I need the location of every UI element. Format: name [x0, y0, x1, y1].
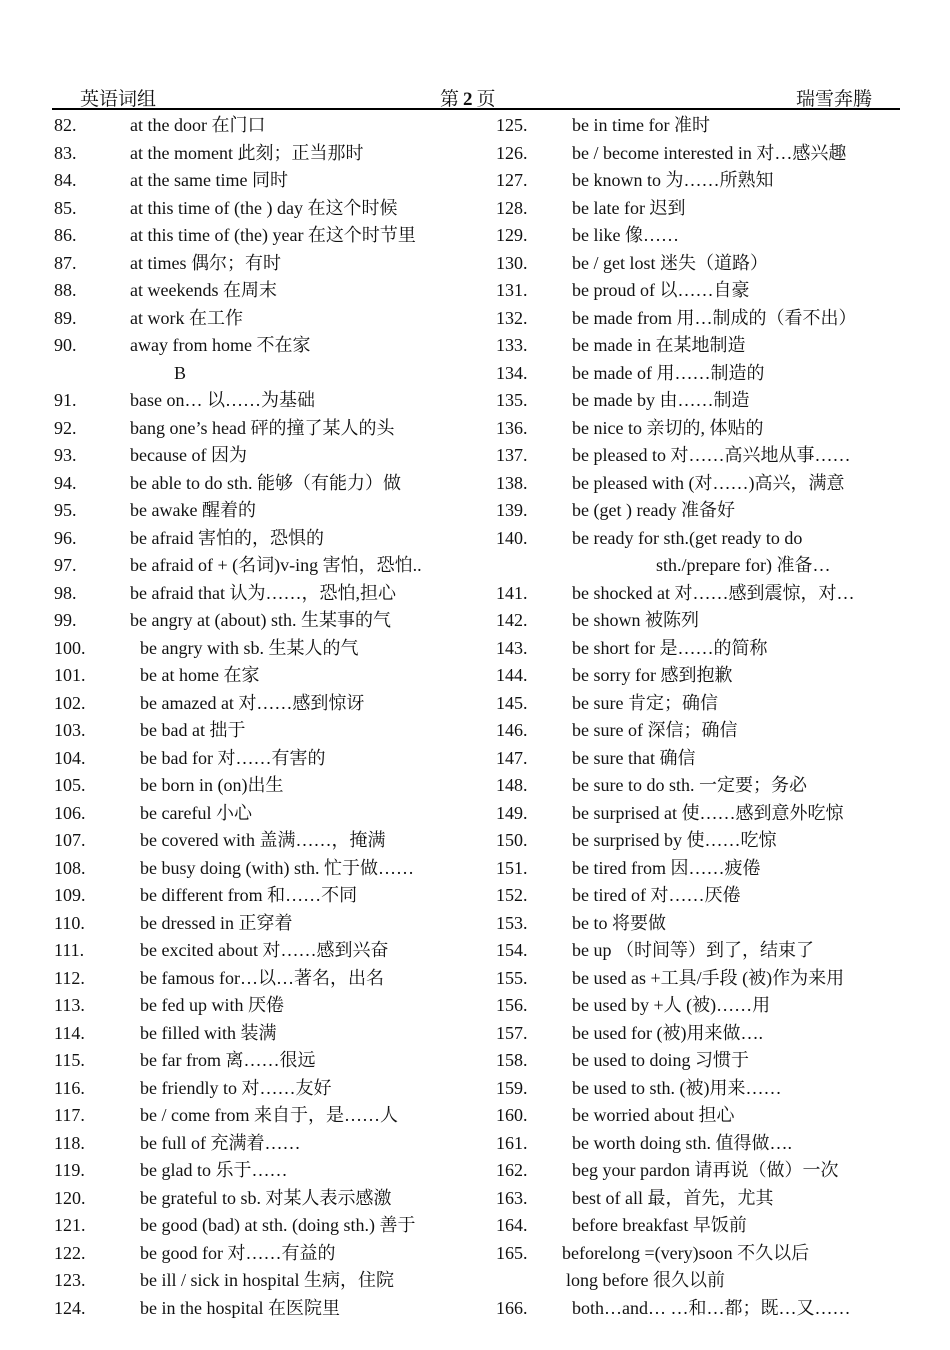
vocab-entry: [496, 1185, 916, 1213]
entry-text: base on… 以……为基础: [130, 390, 315, 410]
entry-number: 138.: [496, 472, 528, 493]
entry-number: 134.: [496, 362, 528, 383]
entry-number: 165.: [496, 1242, 528, 1263]
vocab-entry: [496, 745, 916, 773]
vocab-entry: [496, 690, 916, 718]
vocab-entry: [496, 1157, 916, 1185]
entry-text: be proud of 以……自豪: [572, 280, 750, 300]
entry-text: at the door 在门口: [130, 115, 266, 135]
entry-text: be late for 迟到: [572, 197, 686, 218]
entry-text: be used for (被)用来做….: [572, 1022, 763, 1043]
entry-text: both…and… …和…都；既…又……: [572, 1297, 851, 1318]
vocab-entry: [496, 882, 916, 910]
entry-number: 129.: [496, 225, 528, 245]
vocab-entry: [54, 277, 474, 305]
header-title: 英语词组: [80, 89, 157, 110]
vocab-entry: [54, 717, 474, 745]
entry-number: 111.: [54, 940, 85, 960]
page-number-label: [440, 84, 496, 111]
entry-text: be fed up with 厌倦: [140, 995, 284, 1015]
vocab-entry: [496, 772, 916, 800]
vocab-entry: [496, 937, 916, 965]
vocab-entry: [496, 965, 916, 993]
vocab-entry: [54, 332, 474, 360]
entry-number: 161.: [496, 1132, 528, 1153]
entry-text: be worried about 担心: [572, 1105, 735, 1125]
entry-number: 121.: [54, 1215, 86, 1235]
vocab-entry: [496, 140, 916, 168]
entry-number: 87.: [54, 252, 77, 273]
vocab-entry: [496, 1075, 916, 1103]
entry-text: best of all 最，首先，尤其: [572, 1187, 774, 1208]
vocab-entry: [54, 690, 474, 718]
vocab-entry: [496, 607, 916, 635]
entry-text: be famous for…以…著名，出名: [140, 967, 384, 988]
entry-number: 164.: [496, 1215, 528, 1235]
entry-number: 154.: [496, 940, 528, 960]
entry-number: 143.: [496, 637, 528, 658]
vocab-entry: [496, 250, 916, 278]
entry-number: 105.: [54, 775, 86, 795]
entry-text: be made of 用……制造的: [572, 362, 765, 383]
vocab-entry: [496, 1020, 916, 1048]
vocab-entry: [54, 662, 474, 690]
entry-text: be sure that 确信: [572, 747, 696, 768]
entry-number: 159.: [496, 1077, 528, 1098]
vocab-entry: [496, 332, 916, 360]
page-header: [52, 80, 900, 110]
entry-number: 89.: [54, 307, 77, 328]
vocab-entry: [54, 1267, 474, 1295]
entry-text: be friendly to 对……友好: [140, 1077, 332, 1098]
entry-text: be at home 在家: [140, 665, 260, 685]
entry-text: bang one’s head 砰的撞了某人的头: [130, 417, 395, 438]
vocab-entry: [496, 717, 916, 745]
entry-number: 99.: [54, 610, 77, 630]
entry-text: be (get ) ready 准备好: [572, 500, 735, 520]
entry-number: 149.: [496, 802, 528, 823]
entry-number: 118.: [54, 1132, 85, 1153]
entry-text: be glad to 乐于……: [140, 1160, 288, 1180]
entry-number: 120.: [54, 1187, 86, 1208]
entry-text: be in time for 准时: [572, 115, 710, 135]
entry-text: be tired from 因……疲倦: [572, 857, 761, 878]
entry-number: 126.: [496, 142, 528, 163]
entry-text: be grateful to sb. 对某人表示感激: [140, 1187, 392, 1208]
entry-text: beg your pardon 请再说（做）一次: [572, 1160, 839, 1180]
vocab-entry: [54, 1240, 474, 1268]
entry-text: be sure 肯定；确信: [572, 692, 718, 713]
entry-text: be to 将要做: [572, 912, 666, 933]
vocab-entry: [496, 525, 916, 553]
entry-text: be used as +工具/手段 (被)作为来用: [572, 967, 845, 988]
entry-text: be pleased to 对……高兴地从事……: [572, 445, 851, 465]
vocab-entry: [496, 277, 916, 305]
vocab-entry: [496, 1130, 916, 1158]
vocab-entry: [54, 1102, 474, 1130]
entry-number: 160.: [496, 1105, 528, 1125]
vocab-entry: [496, 635, 916, 663]
entry-text: be covered with 盖满……，掩满: [140, 830, 386, 850]
entry-number: 101.: [54, 665, 86, 685]
entry-text: be born in (on)出生: [140, 775, 284, 795]
entry-number: 162.: [496, 1160, 528, 1180]
vocab-entry: [496, 305, 916, 333]
vocab-entry: [54, 140, 474, 168]
vocab-entry: [54, 580, 474, 608]
entry-text: be angry at (about) sth. 生某事的气: [130, 610, 391, 630]
vocab-entry: [54, 882, 474, 910]
entry-text: be used to sth. (被)用来……: [572, 1077, 782, 1098]
vocab-entry: [54, 195, 474, 223]
entry-text: be nice to 亲切的, 体贴的: [572, 417, 764, 438]
vocab-entry: [496, 1295, 916, 1323]
vocab-entry: [54, 827, 474, 855]
entry-number: 109.: [54, 885, 86, 905]
entry-number: 157.: [496, 1022, 528, 1043]
entry-text: be excited about 对……感到兴奋: [140, 940, 389, 960]
entry-number: 144.: [496, 665, 528, 685]
entry-text: be made from 用…制成的（看不出）: [572, 307, 857, 328]
entry-number: 113.: [54, 995, 85, 1015]
vocab-entry: [496, 552, 916, 580]
entry-number: 130.: [496, 252, 528, 273]
entry-number: 97.: [54, 555, 77, 575]
entry-text: at work 在工作: [130, 307, 243, 328]
vocab-entry: [496, 855, 916, 883]
vocab-entry: [54, 415, 474, 443]
vocab-entry: [496, 195, 916, 223]
vocab-entry: [54, 992, 474, 1020]
entry-text: be worth doing sth. 值得做….: [572, 1132, 792, 1153]
entry-text: be full of 充满着……: [140, 1132, 301, 1153]
entry-text: be good (bad) at sth. (doing sth.) 善于: [140, 1215, 416, 1235]
vocab-entry: [54, 552, 474, 580]
entry-number: 135.: [496, 390, 528, 410]
vocab-entry: [54, 937, 474, 965]
entry-number: 128.: [496, 197, 528, 218]
entry-number: 163.: [496, 1187, 528, 1208]
entry-text: be / come from 来自于，是……人: [140, 1105, 398, 1125]
vocab-entry: [54, 497, 474, 525]
entry-text: be pleased with (对……)高兴，满意: [572, 472, 845, 493]
entry-text: long before 很久以前: [566, 1270, 725, 1290]
vocab-entry: [54, 470, 474, 498]
entry-text: be able to do sth. 能够（有能力）做: [130, 472, 401, 493]
entry-number: 136.: [496, 417, 528, 438]
vocab-entry: [54, 1212, 474, 1240]
entry-text: be sorry for 感到抱歉: [572, 665, 733, 685]
page-number: 2: [463, 89, 473, 110]
vocab-entry: [496, 1240, 916, 1268]
vocab-entry: [54, 607, 474, 635]
entry-text: be filled with 装满: [140, 1022, 277, 1043]
entry-number: 93.: [54, 445, 77, 465]
entry-text: be careful 小心: [140, 802, 252, 823]
entry-number: 104.: [54, 747, 86, 768]
entry-text: be / get lost 迷失（道路）: [572, 252, 768, 273]
entry-number: 96.: [54, 527, 77, 548]
entry-text: be afraid that 认为……，恐怕,担心: [130, 582, 396, 603]
entry-text: be sure of 深信；确信: [572, 720, 738, 740]
vocab-entry: [54, 112, 474, 140]
entry-text: be made by 由……制造: [572, 390, 750, 410]
vocab-entry: [496, 910, 916, 938]
vocab-entry: [496, 112, 916, 140]
vocab-entry: [54, 1047, 474, 1075]
entry-number: 98.: [54, 582, 77, 603]
entry-text: be / become interested in 对…感兴趣: [572, 142, 847, 163]
entry-number: 140.: [496, 527, 528, 548]
vocab-entry: [54, 305, 474, 333]
entry-text: be surprised by 使……吃惊: [572, 830, 777, 850]
entry-number: 103.: [54, 720, 86, 740]
entry-text: be shown 被陈列: [572, 610, 699, 630]
vocab-entry: [496, 827, 916, 855]
entry-number: 95.: [54, 500, 77, 520]
entry-text: be amazed at 对……感到惊讶: [140, 692, 365, 713]
entry-text: B: [174, 362, 187, 383]
entry-text: beforelong =(very)soon 不久以后: [562, 1242, 810, 1263]
entry-number: 151.: [496, 857, 528, 878]
entry-number: 156.: [496, 995, 528, 1015]
entry-text: at the moment 此刻；正当那时: [130, 142, 364, 163]
entry-text: at weekends 在周末: [130, 280, 277, 300]
entry-text: be different from 和……不同: [140, 885, 358, 905]
entry-number: 115.: [54, 1050, 85, 1070]
vocab-entry: [54, 745, 474, 773]
vocab-entry: [496, 442, 916, 470]
entry-number: 153.: [496, 912, 528, 933]
vocab-entry: [54, 1157, 474, 1185]
entry-number: 107.: [54, 830, 86, 850]
vocab-entry: [54, 800, 474, 828]
entry-text: be angry with sb. 生某人的气: [140, 637, 359, 658]
vocab-entry: [54, 167, 474, 195]
entry-number: 123.: [54, 1270, 86, 1290]
entry-number: 102.: [54, 692, 86, 713]
vocab-entry: [54, 772, 474, 800]
entry-text: be far from 离……很远: [140, 1050, 316, 1070]
vocab-entry: [496, 470, 916, 498]
entry-text: be afraid 害怕的，恐惧的: [130, 527, 324, 548]
entry-number: 117.: [54, 1105, 85, 1125]
entry-number: 106.: [54, 802, 86, 823]
vocab-entry: [54, 1130, 474, 1158]
entry-text: be tired of 对……厌倦: [572, 885, 741, 905]
entry-text: be bad for 对……有害的: [140, 747, 326, 768]
entry-number: 100.: [54, 637, 86, 658]
entry-number: 110.: [54, 912, 85, 933]
entry-number: 147.: [496, 747, 528, 768]
vocab-entry: [54, 250, 474, 278]
entry-number: 86.: [54, 225, 77, 245]
entry-number: 132.: [496, 307, 528, 328]
vocab-entry: [54, 387, 474, 415]
vocab-entry: [54, 1075, 474, 1103]
page-prefix: 第: [440, 89, 460, 110]
right-column: [496, 112, 916, 1322]
page-suffix: 页: [476, 89, 496, 110]
entry-number: 131.: [496, 280, 528, 300]
vocab-entry: [496, 580, 916, 608]
entry-number: 116.: [54, 1077, 85, 1098]
vocab-entry: [496, 167, 916, 195]
vocab-entry: [54, 222, 474, 250]
entry-number: 145.: [496, 692, 528, 713]
entry-number: 150.: [496, 830, 528, 850]
entry-number: 158.: [496, 1050, 528, 1070]
entry-text: be bad at 拙于: [140, 720, 246, 740]
entry-text: be busy doing (with) sth. 忙于做……: [140, 857, 414, 878]
entry-text: be short for 是……的简称: [572, 637, 768, 658]
entry-number: 127.: [496, 170, 528, 190]
entry-text: be in the hospital 在医院里: [140, 1297, 340, 1318]
vocab-entry: [54, 635, 474, 663]
vocab-entry: [496, 387, 916, 415]
entry-text: because of 因为: [130, 445, 247, 465]
entry-number: 91.: [54, 390, 77, 410]
entry-text: be good for 对……有益的: [140, 1242, 336, 1263]
vocab-entry: [54, 855, 474, 883]
entry-number: 84.: [54, 170, 77, 190]
entry-text: at this time of (the ) day 在这个时候: [130, 197, 398, 218]
entry-text: be dressed in 正穿着: [140, 912, 293, 933]
entry-number: 148.: [496, 775, 528, 795]
vocab-entry: [54, 360, 474, 388]
entry-number: 122.: [54, 1242, 86, 1263]
vocab-entry: [54, 1020, 474, 1048]
entry-text: before breakfast 早饭前: [572, 1215, 747, 1235]
vocab-entry: [54, 442, 474, 470]
entry-number: 85.: [54, 197, 77, 218]
vocab-entry: [54, 525, 474, 553]
entry-number: 152.: [496, 885, 528, 905]
entry-text: be surprised at 使……感到意外吃惊: [572, 802, 844, 823]
entry-text: be sure to do sth. 一定要；务必: [572, 775, 807, 795]
vocab-entry: [496, 1102, 916, 1130]
entry-number: 125.: [496, 115, 528, 135]
entry-text: be known to 为……所熟知: [572, 170, 774, 190]
vocab-entry: [496, 1267, 916, 1295]
entry-number: 88.: [54, 280, 77, 300]
entry-number: 108.: [54, 857, 86, 878]
entry-text: be like 像……: [572, 225, 679, 245]
entry-text: away from home 不在家: [130, 335, 311, 355]
entry-number: 114.: [54, 1022, 85, 1043]
entry-text: at the same time 同时: [130, 170, 288, 190]
vocab-entry: [54, 965, 474, 993]
entry-text: be ready for sth.(get ready to do: [572, 527, 803, 548]
entry-number: 142.: [496, 610, 528, 630]
vocab-entry: [496, 1047, 916, 1075]
entry-text: at this time of (the) year 在这个时节里: [130, 225, 416, 245]
vocab-entry: [496, 800, 916, 828]
entry-number: 141.: [496, 582, 528, 603]
header-author: 瑞雪奔腾: [795, 89, 872, 110]
vocab-entry: [496, 1212, 916, 1240]
vocab-entry: [54, 1295, 474, 1323]
left-column: [54, 112, 474, 1322]
vocab-entry: [54, 910, 474, 938]
vocab-entry: [496, 992, 916, 1020]
entry-number: 83.: [54, 142, 77, 163]
entry-text: be awake 醒着的: [130, 500, 256, 520]
entry-text: be afraid of + (名词)v-ing 害怕，恐怕..: [130, 555, 422, 575]
entry-text: be up （时间等）到了，结束了: [572, 940, 814, 960]
entry-text: be shocked at 对……感到震惊，对…: [572, 582, 855, 603]
entry-number: 166.: [496, 1297, 528, 1318]
vocab-entry: [54, 1185, 474, 1213]
entry-number: 82.: [54, 115, 77, 135]
entry-text: be ill / sick in hospital 生病，住院: [140, 1270, 394, 1290]
vocab-entry: [496, 360, 916, 388]
entry-number: 139.: [496, 500, 528, 520]
entry-number: 94.: [54, 472, 77, 493]
entry-text: be used to doing 习惯于: [572, 1050, 749, 1070]
entry-number: 155.: [496, 967, 528, 988]
vocab-entry: [496, 662, 916, 690]
entry-number: 146.: [496, 720, 528, 740]
entry-number: 124.: [54, 1297, 86, 1318]
entry-number: 137.: [496, 445, 528, 465]
entry-text: sth./prepare for) 准备…: [656, 555, 831, 575]
entry-text: be made in 在某地制造: [572, 335, 746, 355]
entry-number: 90.: [54, 335, 77, 355]
vocab-entry: [496, 222, 916, 250]
entry-number: 119.: [54, 1160, 85, 1180]
entry-text: be used by +人 (被)……用: [572, 995, 771, 1015]
entry-number: 92.: [54, 417, 77, 438]
entry-number: 133.: [496, 335, 528, 355]
entry-text: at times 偶尔；有时: [130, 252, 281, 273]
entry-number: 112.: [54, 967, 85, 988]
vocab-entry: [496, 497, 916, 525]
vocab-entry: [496, 415, 916, 443]
